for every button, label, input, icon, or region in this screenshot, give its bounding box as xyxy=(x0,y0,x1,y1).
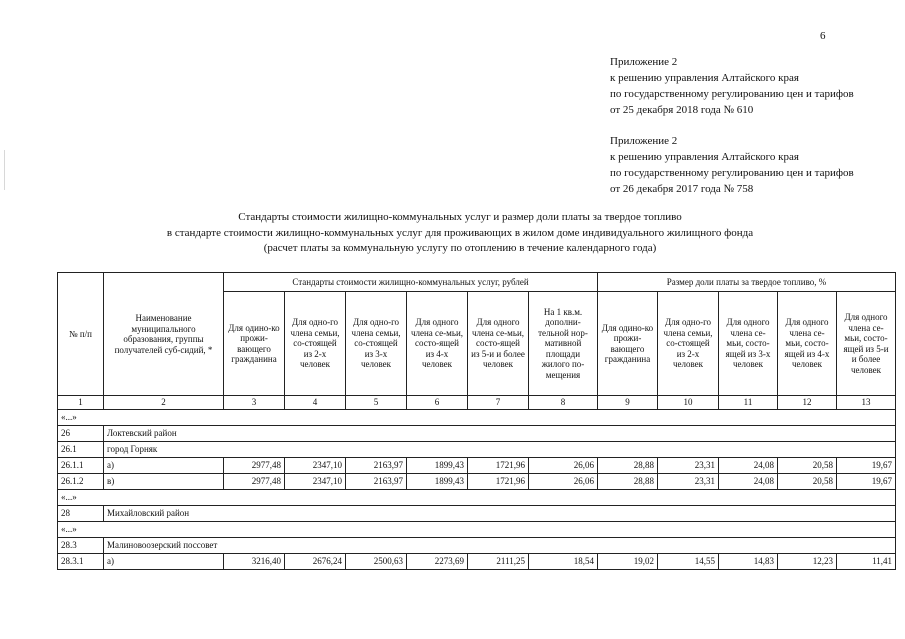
value-cell: 28,88 xyxy=(598,474,658,490)
value-cell: 2977,48 xyxy=(224,474,285,490)
column-number: 5 xyxy=(346,396,407,410)
table-row xyxy=(58,458,896,474)
ellipsis-cell: «...» xyxy=(58,490,896,506)
column-number: 11 xyxy=(719,396,778,410)
page-number: 6 xyxy=(820,30,826,42)
table-row xyxy=(58,554,896,570)
value-cell: 14,83 xyxy=(719,554,778,570)
value-cell: 20,58 xyxy=(778,458,837,474)
col-header-std: Для одного члена се-мьи, состо-ящей из 4-х человек xyxy=(407,292,468,396)
col-header-std: Для одино-ко прожи-вающего гражданина xyxy=(224,292,285,396)
value-cell: 2500,63 xyxy=(346,554,407,570)
column-number: 12 xyxy=(778,396,837,410)
title-line: Стандарты стоимости жилищно-коммунальных услуг и размер доли платы за твердое топливо xyxy=(238,211,682,223)
appendix-block-2018 xyxy=(610,54,854,118)
document-title xyxy=(100,210,820,257)
row-name: Михайловский район xyxy=(104,506,896,522)
value-cell: 20,58 xyxy=(778,474,837,490)
value-cell: 2273,69 xyxy=(407,554,468,570)
value-cell: 19,67 xyxy=(837,458,896,474)
column-number: 6 xyxy=(407,396,468,410)
col-header-share: Для одно-го члена семьи, со-стоящей из 2-х человек xyxy=(658,292,719,396)
value-cell: 23,31 xyxy=(658,458,719,474)
row-code: 28.3 xyxy=(58,538,104,554)
value-cell: 26,06 xyxy=(529,458,598,474)
table-row xyxy=(58,442,896,458)
value-cell: 18,54 xyxy=(529,554,598,570)
row-group: а) xyxy=(104,554,224,570)
column-number: 13 xyxy=(837,396,896,410)
group-header-standards: Стандарты стоимости жилищно-коммунальных услуг, рублей xyxy=(224,273,598,292)
column-number-row xyxy=(58,396,896,410)
value-cell: 2111,25 xyxy=(468,554,529,570)
appendix-line: от 25 декабря 2018 года № 610 xyxy=(610,104,754,116)
title-line: (расчет платы за коммунальную услугу по отоплению в течение календарного года) xyxy=(263,242,657,254)
value-cell: 2163,97 xyxy=(346,458,407,474)
row-name: Локтевский район xyxy=(104,426,896,442)
column-number: 8 xyxy=(529,396,598,410)
col-header-std: Для одно-го члена семьи, со-стоящей из 3-х человек xyxy=(346,292,407,396)
column-number: 10 xyxy=(658,396,719,410)
appendix-line: от 26 декабря 2017 года № 758 xyxy=(610,183,754,195)
value-cell: 2676,24 xyxy=(285,554,346,570)
value-cell: 3216,40 xyxy=(224,554,285,570)
value-cell: 23,31 xyxy=(658,474,719,490)
table-row xyxy=(58,426,896,442)
ellipsis-cell: «...» xyxy=(58,410,896,426)
column-number: 9 xyxy=(598,396,658,410)
col-header-share: Для одного члена се-мьи, состо-ящей из 4-х человек xyxy=(778,292,837,396)
col-header-std: Для одного члена се-мьи, состо-ящей из 5-и и более человек xyxy=(468,292,529,396)
table-row xyxy=(58,506,896,522)
column-number: 1 xyxy=(58,396,104,410)
tariff-table xyxy=(57,272,896,570)
column-number: 3 xyxy=(224,396,285,410)
value-cell: 2977,48 xyxy=(224,458,285,474)
table-row xyxy=(58,410,896,426)
col-header-no: № п/п xyxy=(58,273,104,396)
title-line: в стандарте стоимости жилищно-коммунальных услуг для проживающих в жилом доме индивидуального жилищного фонда xyxy=(166,226,754,239)
row-code: 26 xyxy=(58,426,104,442)
value-cell: 12,23 xyxy=(778,554,837,570)
row-group: в) xyxy=(104,474,224,490)
value-cell: 28,88 xyxy=(598,458,658,474)
appendix-line: к решению управления Алтайского края xyxy=(610,151,799,163)
column-number: 2 xyxy=(104,396,224,410)
row-code: 28 xyxy=(58,506,104,522)
column-number: 4 xyxy=(285,396,346,410)
value-cell: 19,67 xyxy=(837,474,896,490)
col-header-name: Наименование муниципального образования, группы получателей суб-сидий, * xyxy=(104,273,224,396)
row-code: 26.1.1 xyxy=(58,458,104,474)
col-header-share: Для одино-ко прожи-вающего гражданина xyxy=(598,292,658,396)
table-row xyxy=(58,538,896,554)
appendix-line: к решению управления Алтайского края xyxy=(610,72,799,84)
row-group: а) xyxy=(104,458,224,474)
table-row xyxy=(58,522,896,538)
group-header-share: Размер доли платы за твердое топливо, % xyxy=(598,273,896,292)
scan-edge-mark xyxy=(4,150,5,190)
value-cell: 1721,96 xyxy=(468,474,529,490)
value-cell: 2347,10 xyxy=(285,458,346,474)
row-code: 26.1 xyxy=(58,442,104,458)
appendix-line: по государственному регулированию цен и тарифов xyxy=(610,167,854,179)
value-cell: 24,08 xyxy=(719,474,778,490)
value-cell: 19,02 xyxy=(598,554,658,570)
value-cell: 1899,43 xyxy=(407,474,468,490)
appendix-block-2017 xyxy=(610,133,854,197)
col-header-std: Для одно-го члена семьи, со-стоящей из 2-х человек xyxy=(285,292,346,396)
value-cell: 2163,97 xyxy=(346,474,407,490)
col-header-std: На 1 кв.м. дополни-тельной нор-мативной площади жилого по-мещения xyxy=(529,292,598,396)
row-name: Малиновоозерский поссовет xyxy=(104,538,896,554)
table-row xyxy=(58,490,896,506)
appendix-line: Приложение 2 xyxy=(610,135,678,147)
value-cell: 1899,43 xyxy=(407,458,468,474)
col-header-share: Для одного члена се-мьи, состо-ящей из 3-х человек xyxy=(719,292,778,396)
ellipsis-cell: «...» xyxy=(58,522,896,538)
value-cell: 24,08 xyxy=(719,458,778,474)
value-cell: 26,06 xyxy=(529,474,598,490)
value-cell: 2347,10 xyxy=(285,474,346,490)
appendix-line: по государственному регулированию цен и тарифов xyxy=(610,88,854,100)
row-code: 26.1.2 xyxy=(58,474,104,490)
appendix-line: Приложение 2 xyxy=(610,56,678,68)
col-header-share: Для одного члена се-мьи, состо-ящей из 5-и и более человек xyxy=(837,292,896,396)
column-number: 7 xyxy=(468,396,529,410)
row-code: 28.3.1 xyxy=(58,554,104,570)
value-cell: 1721,96 xyxy=(468,458,529,474)
table-row xyxy=(58,474,896,490)
value-cell: 11,41 xyxy=(837,554,896,570)
value-cell: 14,55 xyxy=(658,554,719,570)
row-name: город Горняк xyxy=(104,442,896,458)
